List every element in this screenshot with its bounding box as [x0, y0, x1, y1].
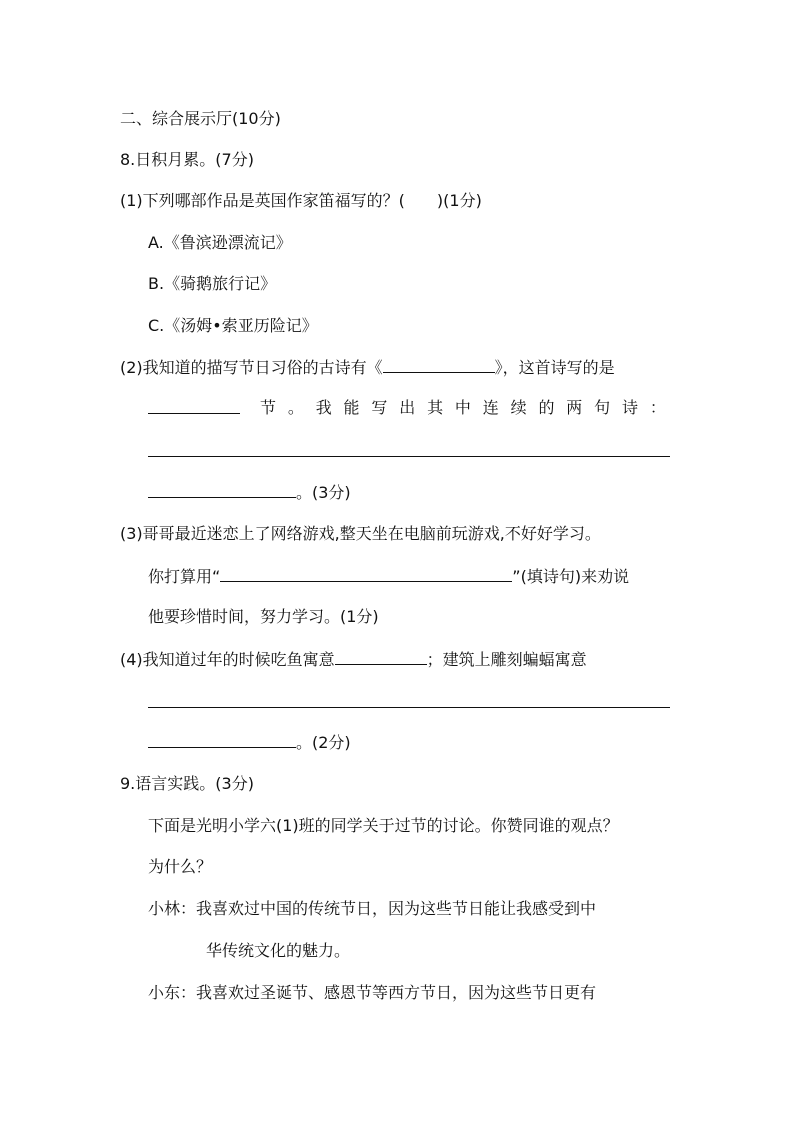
spread-char: 两	[566, 398, 583, 417]
q9-lin-line1: 小林：我喜欢过中国的传统节日，因为这些节日能让我感受到中	[148, 899, 597, 918]
q8-sub4-end: 。(2分)	[296, 733, 351, 752]
q8-sub3-line2	[148, 565, 629, 588]
spread-char: 续	[510, 398, 527, 417]
spread-char: ：	[649, 398, 666, 417]
q8-sub2-end: 。(3分)	[296, 483, 351, 502]
spread-char: 诗	[621, 398, 638, 417]
q8-sub1-option-c: C.《汤姆•索亚历险记》	[148, 316, 318, 335]
spread-char: 中	[454, 398, 471, 417]
q8-sub4-line1-text-a: (4)我知道过年的时候吃鱼寓意	[120, 650, 335, 669]
q8-sub2-line2-words	[260, 397, 666, 419]
spread-char: 能	[343, 398, 360, 417]
spread-char: 。	[287, 398, 304, 417]
q8-sub2-line1-text-a: (2)我知道的描写节日习俗的古诗有《	[120, 358, 383, 377]
q8-sub3-line3: 他要珍惜时间，努力学习。(1分)	[148, 607, 379, 626]
festival-blank[interactable]	[148, 397, 240, 414]
q8-sub2-line1	[120, 356, 615, 379]
poem-advice-blank[interactable]	[220, 565, 512, 582]
poem-title-blank[interactable]	[383, 356, 495, 373]
bat-meaning-blank-2[interactable]	[148, 731, 296, 748]
q8-sub4-line1	[120, 648, 587, 671]
spread-char: 节	[260, 398, 277, 417]
bat-meaning-blank[interactable]	[148, 707, 670, 708]
q9-title: 9.语言实践。(3分)	[120, 774, 254, 793]
q9-dong-line1: 小东：我喜欢过圣诞节、感恩节等西方节日，因为这些节日更有	[148, 983, 597, 1002]
spread-char: 我	[315, 398, 332, 417]
q8-sub3-line2-text-b: ”(填诗句)来劝说	[512, 567, 630, 586]
spread-char: 写	[371, 398, 388, 417]
fish-meaning-blank[interactable]	[335, 648, 427, 665]
q8-sub1-option-a: A.《鲁滨逊漂流记》	[148, 233, 292, 252]
q8-sub1-stem: (1)下列哪部作品是英国作家笛福写的？( )(1分)	[120, 191, 482, 210]
q9-lin-line2: 华传统文化的魅力。	[206, 941, 351, 960]
q8-sub2-line2	[148, 397, 260, 420]
q8-sub3-line2-text-a: 你打算用“	[148, 567, 221, 586]
q8-sub1-option-b: B.《骑鹅旅行记》	[148, 274, 277, 293]
q8-sub3-line1: (3)哥哥最近迷恋上了网络游戏,整天坐在电脑前玩游戏,不好好学习。	[120, 524, 601, 543]
poem-lines-blank-2[interactable]	[148, 481, 296, 498]
q9-prompt-line2: 为什么？	[148, 857, 213, 876]
section-title: 二、综合展示厅(10分)	[120, 109, 281, 128]
q8-sub2-end-line	[148, 481, 351, 504]
poem-lines-blank[interactable]	[148, 456, 670, 457]
q8-sub4-line1-text-b: ；建筑上雕刻蝙蝠寓意	[426, 650, 587, 669]
q8-sub2-line1-text-b: 》，这首诗写的是	[494, 358, 615, 377]
q8-sub4-end-line	[148, 731, 351, 754]
spread-char: 其	[427, 398, 444, 417]
q8-title: 8.日积月累。(7分)	[120, 150, 254, 169]
q9-prompt-line1: 下面是光明小学六(1)班的同学关于过节的讨论。你赞同谁的观点？	[148, 816, 619, 835]
spread-char: 连	[482, 398, 499, 417]
spread-char: 出	[399, 398, 416, 417]
spread-char: 的	[538, 398, 555, 417]
spread-char: 句	[594, 398, 611, 417]
